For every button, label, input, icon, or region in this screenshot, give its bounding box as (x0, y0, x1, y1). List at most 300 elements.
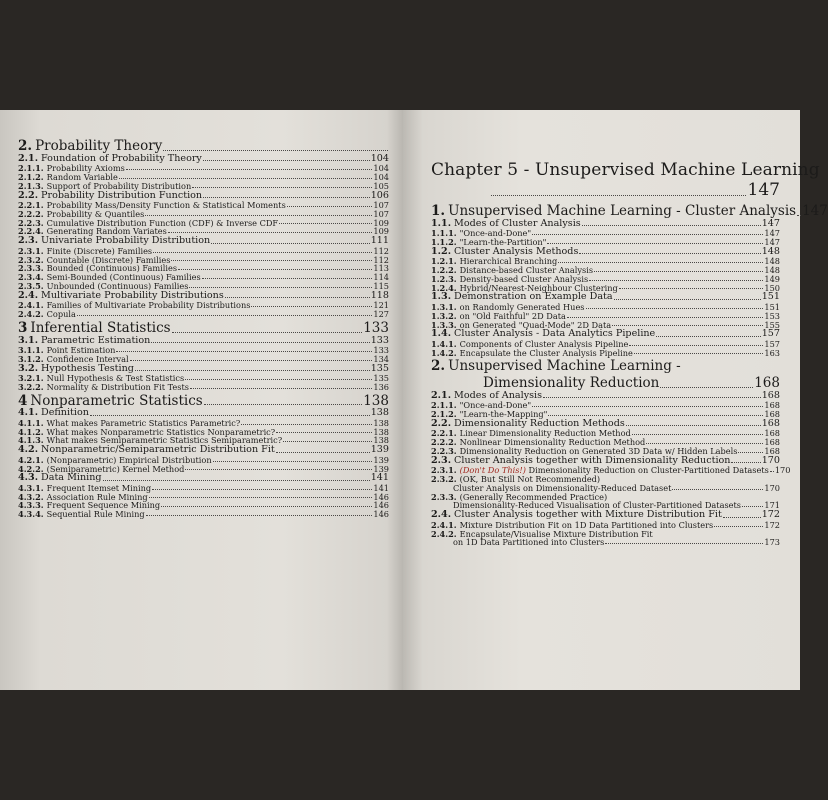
toc-entry-page: 138 (370, 407, 389, 419)
toc-entry-title: Inferential Statistics (30, 320, 171, 337)
toc-leader-dots (276, 432, 372, 433)
toc-entry-title: Semi-Bounded (Continuous) Families (46, 272, 201, 283)
toc-entry-page: 146 (373, 491, 389, 502)
toc-leader-dots (149, 497, 373, 498)
toc-entry-page: 170 (774, 465, 791, 475)
chapter-title: Chapter 5 - Unsupervised Machine Learning (431, 160, 820, 180)
toc-entry-title: Foundation of Probability Theory (41, 152, 202, 164)
toc-entry-title: What makes Semiparametric Statistics Semiparametric? (46, 435, 283, 446)
toc-entry-page: 147 (802, 203, 828, 219)
toc-leader-dots (626, 425, 761, 426)
toc-leader-dots (723, 517, 761, 518)
toc-entry-page: 107 (373, 199, 389, 210)
toc-entry-number: 2.3.5. (18, 281, 44, 292)
toc-entry-title: Normality & Distribution Fit Tests (46, 381, 189, 392)
toc-entry-number: 2.1. (431, 389, 452, 401)
toc-entry-number: 2.2.2. (18, 208, 44, 219)
toc-entry-number: 1.4.1. (431, 338, 457, 349)
toc-leader-dots (145, 215, 372, 216)
toc-entry-number: 2.2.2. (431, 436, 457, 447)
toc-leader-dots (738, 452, 763, 453)
toc-entry-title: Dimensionality Reduction Methods (454, 417, 625, 429)
right-page (403, 110, 828, 690)
toc-entry-title: on Generated "Quad-Mode" 2D Data (459, 319, 612, 330)
toc-leader-dots (634, 353, 764, 354)
toc-leader-dots (283, 441, 372, 442)
toc-entry-title: Hybrid/Nearest-Neighbour Clustering (459, 282, 618, 293)
toc-leader-dots (714, 526, 763, 527)
toc-entry-number: 3.2.1. (18, 373, 44, 384)
toc-leader-dots (547, 243, 763, 244)
toc-leader-dots (192, 187, 372, 188)
toc-entry-number: 2.1. (18, 152, 39, 164)
toc-leader-dots (614, 299, 761, 300)
toc-leader-dots (204, 404, 363, 405)
toc-leader-dots (660, 387, 753, 388)
toc-entry-number: 2.2.1. (18, 199, 44, 210)
toc-entry-number: 1.3. (431, 291, 452, 303)
chapter-leader-dots (491, 195, 746, 196)
toc-leader-dots (532, 406, 763, 407)
toc-entry-title: Probability Axioms (46, 162, 125, 173)
toc-entry-page: 141 (370, 472, 389, 484)
toc-entry-page: 153 (764, 310, 780, 321)
toc-entry-title: Probability Mass/Density Function & Statistical Moments (46, 199, 286, 210)
toc-entry-page: 157 (764, 338, 780, 349)
toc-entry-title: Finite (Discrete) Families (46, 245, 153, 256)
toc-entry-number: 2.2.4. (18, 226, 44, 237)
toc-entry-page: 168 (764, 428, 780, 439)
toc-entry-title: Point Estimation (46, 344, 116, 355)
toc-entry-number: 2.1.1. (431, 399, 457, 410)
toc-leader-dots (126, 169, 373, 170)
toc-entry-page: 112 (373, 254, 389, 265)
book-spread (0, 110, 828, 690)
toc-entry-title: Hierarchical Branching (459, 256, 558, 267)
toc-leader-dots (558, 262, 763, 263)
toc-leader-dots (579, 253, 760, 254)
toc-entry-number: 4.3. (18, 472, 39, 484)
toc-leader-dots (135, 370, 370, 371)
toc-entry-number: 1.2.3. (431, 273, 457, 284)
toc-entry-page: 149 (764, 273, 780, 284)
toc-entry-number: 2.3.1. (431, 465, 457, 475)
toc-entry-page: 172 (764, 519, 780, 530)
toc-entry-page: 168 (764, 436, 780, 447)
toc-entry-page: 104 (370, 152, 389, 164)
toc-leader-dots (161, 506, 372, 507)
toc-leader-dots (116, 351, 372, 352)
toc-leader-dots (130, 360, 373, 361)
toc-entry-page: 133 (370, 334, 389, 346)
toc-leader-dots (185, 379, 372, 380)
toc-entry-number: 2.2. (18, 189, 39, 201)
toc-entry-title: What makes Nonparametric Statistics Nonparametric? (46, 426, 276, 437)
toc-entry-title: Univariate Probability Distribution (41, 235, 211, 247)
toc-entry-title: Frequent Sequence Mining (46, 500, 161, 511)
toc-entry-page: 133 (363, 320, 389, 337)
toc-entry-number: 2.2. (431, 417, 452, 429)
toc-leader-dots (548, 415, 763, 416)
toc-entry-title: Dimensionality Reduction on Cluster-Partitioned Datasets (525, 465, 769, 475)
toc-entry-page: 151 (761, 291, 780, 303)
toc-entry-number: 1.4.2. (431, 347, 457, 358)
toc-entry-title: on Randomly Generated Hues (459, 301, 585, 312)
toc-entry-label (18, 321, 171, 336)
toc-entry-title: "Learn-the-Partition" (459, 236, 547, 247)
toc-leader-dots (178, 269, 372, 270)
toc-entry-number: 2.1.2. (431, 408, 457, 419)
toc-entry-title: Dimensionality Reduction (483, 375, 660, 392)
toc-entry-title: Nonlinear Dimensionality Reduction Method (459, 436, 646, 447)
toc-leader-dots (171, 260, 372, 261)
toc-entry-title: Sequential Rule Mining (46, 509, 145, 520)
toc-entry-page: 150 (764, 282, 780, 293)
toc-entry (431, 376, 780, 391)
toc-entry-page: 170 (764, 482, 780, 493)
toc-entry-title: Nonparametric Statistics (30, 392, 203, 409)
toc-entry-number: 2. (431, 358, 446, 375)
toc-entry-page: 139 (373, 463, 389, 474)
toc-leader-dots (632, 434, 764, 435)
toc-leader-dots (582, 225, 761, 226)
toc-leader-dots (119, 178, 372, 179)
toc-leader-dots (742, 506, 763, 507)
toc-leader-dots (646, 443, 763, 444)
toc-entry-title: Unsupervised Machine Learning - (448, 358, 681, 375)
toc-entry-page: 111 (370, 235, 389, 247)
toc-entry-number: 4.1.1. (18, 417, 44, 428)
toc-entry-number: 3.1. (18, 334, 39, 346)
toc-entry-label (18, 310, 76, 319)
toc-entry-number: 2.4. (431, 509, 452, 521)
toc-entry-page: 134 (373, 353, 389, 364)
toc-entry-title: "Learn-the-Mapping" (459, 408, 548, 419)
toc-entry-title: Random Variable (46, 171, 118, 182)
toc-entry-title: Probability & Quantiles (46, 208, 145, 219)
toc-entry-title: (Generally Recommended Practice) (459, 491, 608, 502)
toc-leader-dots (202, 278, 373, 279)
toc-entry-number: 2.1.2. (18, 171, 44, 182)
toc-entry-number: 2.3. (18, 235, 39, 247)
toc-entry-number: 2.1.1. (18, 162, 44, 173)
toc-entry-number: 1.3.1. (431, 301, 457, 312)
toc-entry-label (431, 349, 633, 358)
toc-entry-label (483, 376, 659, 391)
toc-entry-number: 4.3.3. (18, 500, 44, 511)
toc-entry-title: Cluster Analysis together with Mixture Distribution Fit (454, 509, 722, 521)
toc-entry-page: 155 (764, 319, 780, 330)
toc-entry-page: 147 (761, 217, 780, 229)
toc-entry-page: 168 (761, 417, 780, 429)
toc-entry-page: 138 (373, 426, 389, 437)
toc-entry-page: 147 (764, 236, 780, 247)
toc-entry-title: Encapsulate the Cluster Analysis Pipeline (459, 347, 633, 358)
toc-entry (431, 349, 780, 358)
toc-entry-page: 138 (373, 435, 389, 446)
toc-entry-number: 1.1.2. (431, 236, 457, 247)
toc-entry-number: 2.3.1. (18, 245, 44, 256)
toc-leader-dots (619, 288, 764, 289)
toc-entry-number: 4.3.4. (18, 509, 44, 520)
toc-entry-number: 1.1.1. (431, 227, 457, 238)
toc-leader-dots (672, 489, 763, 490)
toc-entry-number: 4.3.1. (18, 482, 44, 493)
toc-entry-number: 4.2.2. (18, 463, 44, 474)
toc-entry-title: Unbounded (Continuous) Families (46, 281, 189, 292)
toc-entry-page: 168 (764, 408, 780, 419)
toc-leader-dots (612, 325, 763, 326)
toc-entry-page: 173 (764, 537, 780, 548)
toc-leader-dots (770, 471, 774, 472)
toc-entry-page: 157 (761, 328, 780, 340)
toc-entry (18, 321, 389, 336)
toc-entry-page: 121 (373, 300, 389, 311)
toc-entry-label (431, 204, 796, 219)
toc-entry-title: Dimensionality Reduction on Generated 3D Data w/ Hidden Labels (459, 445, 738, 456)
toc-entry-number: 2.3.3. (18, 263, 44, 274)
toc-entry-title: Encapsulate/Visualise Mixture Distribution Fit (459, 528, 653, 539)
toc-entry-title: Modes of Analysis (454, 389, 543, 401)
toc-entry-title: Data Mining (41, 472, 102, 484)
toc-entry-page: 141 (373, 482, 389, 493)
toc-entry-number: 2.4.1. (431, 519, 457, 530)
toc-entry-number: 4.2.1. (18, 454, 44, 465)
toc-entry-page: 104 (373, 162, 389, 173)
toc-entry-title: "Once-and-Done" (459, 399, 532, 410)
toc-entry-number: 4.2. (18, 444, 39, 456)
toc-entry-number: 1.1. (431, 217, 452, 229)
toc-entry-page: 168 (761, 389, 780, 401)
toc-entry-label (18, 394, 203, 409)
toc-entry-page: 168 (754, 375, 780, 392)
toc-entry-number: 2.4.2. (431, 528, 457, 539)
chapter-page-row (431, 180, 780, 200)
toc-entry-number: 3 (18, 320, 28, 337)
toc-entry-title: Hypothesis Testing (41, 362, 134, 374)
toc-entry-label (18, 139, 162, 154)
toc-leader-dots (276, 452, 370, 453)
toc-entry-number: 1.2.2. (431, 264, 457, 275)
toc-entry-number: 4.1.3. (18, 435, 44, 446)
toc-entry-page: 163 (764, 347, 780, 358)
toc-entry-label (431, 359, 681, 374)
toc-entry (18, 383, 389, 392)
toc-leader-dots (103, 480, 370, 481)
toc-entry-title: Support of Probability Distribution (46, 180, 192, 191)
toc-entry-number: 1.3.2. (431, 310, 457, 321)
toc-entry-number: 1.2.1. (431, 256, 457, 267)
toc-entry-page: 139 (370, 444, 389, 456)
toc-entry-label (18, 383, 189, 392)
toc-entry-title: Cluster Analysis - Data Analytics Pipeline (454, 328, 656, 340)
toc-entry-page: 133 (373, 344, 389, 355)
toc-entry-page: 127 (373, 309, 389, 320)
toc-entry-title: What makes Parametric Statistics Parametric? (46, 417, 241, 428)
toc-leader-dots (163, 150, 388, 151)
toc-entry-number: 1.2. (431, 245, 452, 257)
toc-leader-dots (185, 469, 372, 470)
toc-leader-dots (543, 397, 761, 398)
toc-leader-dots (605, 543, 763, 544)
toc-entry-title: Countable (Discrete) Families (46, 254, 171, 265)
toc-entry-number: 2.3.3. (431, 491, 457, 502)
toc-entry-title: Families of Multivariate Probability Distributions (46, 300, 251, 311)
toc-entry-number: 3.1.1. (18, 344, 44, 355)
toc-entry (431, 203, 828, 219)
toc-leader-dots (241, 424, 372, 425)
toc-entry-title: Frequent Itemset Mining (46, 482, 152, 493)
toc-leader-dots (586, 308, 764, 309)
toc-entry (18, 310, 389, 319)
toc-entry-number: 2.3.2. (18, 254, 44, 265)
toc-leader-dots (656, 336, 760, 337)
toc-entry-number: 2.1.3. (18, 180, 44, 191)
toc-entry-title: Cluster Analysis on Dimensionality-Reduced Dataset (453, 482, 672, 493)
toc-entry-label (18, 510, 145, 519)
toc-entry-page: 135 (370, 362, 389, 374)
toc-leader-dots (279, 223, 372, 224)
toc-entry-page: 148 (764, 264, 780, 275)
toc-leader-dots (189, 287, 372, 288)
toc-entry-page: 114 (373, 272, 389, 283)
toc-entry-title: Nonparametric/Semiparametric Distribution Fit (41, 444, 275, 456)
toc-entry-title: (OK, But Still Not Recommended) (459, 473, 601, 484)
toc-leader-dots (90, 415, 370, 416)
toc-entry-title: (Semiparametric) Kernel Method (46, 463, 185, 474)
toc-leader-dots (594, 271, 763, 272)
toc-leader-dots (152, 489, 372, 490)
toc-entry-number: 2.3.4. (18, 272, 44, 283)
toc-entry-number: 1.3.3. (431, 319, 457, 330)
toc-entry-number: 2.2.1. (431, 428, 457, 439)
toc-entry-title: on 1D Data Partitioned into Clusters (453, 537, 605, 548)
toc-entry-title: "Once-and-Done" (459, 227, 532, 238)
toc-entry-number: 2. (18, 138, 33, 154)
toc-entry-warning: (Don't Do This!) (459, 465, 526, 475)
toc-entry-page: 151 (764, 301, 780, 312)
toc-entry-page: 172 (761, 509, 780, 521)
toc-entry-page: 170 (761, 454, 780, 466)
toc-leader-dots (589, 280, 763, 281)
toc-entry-title: Modes of Cluster Analysis (454, 217, 581, 229)
toc-entry-title: Unsupervised Machine Learning - Cluster Analysis (448, 203, 797, 219)
toc-leader-dots (146, 515, 373, 516)
toc-leader-dots (203, 197, 370, 198)
toc-entry-number: 2.4.1. (18, 300, 44, 311)
toc-entry-title: on "Old Faithful" 2D Data (459, 310, 566, 321)
toc-entry-number: 4.1.2. (18, 426, 44, 437)
toc-entry-page: 113 (373, 263, 389, 274)
toc-leader-dots (172, 332, 363, 333)
toc-entry-page: 109 (373, 217, 389, 228)
toc-entry (18, 139, 389, 154)
toc-entry-title: Density-based Cluster Analysis (459, 273, 589, 284)
toc-entry-title: Confidence Interval (46, 353, 129, 364)
toc-leader-dots (77, 315, 372, 316)
toc-entry-page: 146 (373, 509, 389, 520)
right-toc-list (431, 203, 828, 548)
chapter-page-number: 147 (747, 180, 780, 200)
toc-entry-title: (Nonparametric) Empirical Distribution (46, 454, 212, 465)
toc-entry-page: 136 (373, 381, 389, 392)
toc-entry-title: Cumulative Distribution Function (CDF) & Inverse CDF (46, 217, 279, 228)
toc-leader-dots (190, 388, 372, 389)
toc-entry-title: Association Rule Mining (46, 491, 148, 502)
toc-leader-dots (203, 160, 370, 161)
toc-entry (431, 359, 780, 374)
toc-entry-page: 171 (764, 500, 780, 511)
toc-entry-title: Components of Cluster Analysis Pipeline (459, 338, 629, 349)
toc-leader-dots (251, 306, 372, 307)
toc-entry-page: 105 (373, 180, 389, 191)
toc-entry-title: Multivariate Probability Distributions (41, 289, 224, 301)
toc-leader-dots (225, 297, 370, 298)
toc-entry-page: 106 (370, 189, 389, 201)
toc-entry-number: 1. (431, 203, 446, 219)
toc-entry-number: 4.3.2. (18, 491, 44, 502)
toc-entry-title: Probability Theory (35, 138, 163, 154)
toc-entry-page: 168 (764, 399, 780, 410)
toc-entry-page: 115 (373, 281, 389, 292)
toc-leader-dots (731, 462, 760, 463)
toc-leader-dots (287, 206, 373, 207)
toc-entry (18, 394, 389, 409)
toc-entry-number: 1.2.4. (431, 282, 457, 293)
toc-entry-title: Mixture Distribution Fit on 1D Data Partitioned into Clusters (459, 519, 714, 530)
toc-entry (18, 510, 389, 519)
toc-entry-page: 147 (764, 227, 780, 238)
toc-leader-dots (213, 461, 373, 462)
toc-entry-title: Linear Dimensionality Reduction Method (459, 428, 631, 439)
toc-entry-number: 2.2.3. (431, 445, 457, 456)
toc-leader-dots (168, 232, 373, 233)
toc-entry-title: Cluster Analysis together with Dimensionality Reduction (454, 454, 731, 466)
toc-entry-title: Cluster Analysis Methods (454, 245, 579, 257)
toc-entry-page: 146 (373, 500, 389, 511)
toc-entry-title: Null Hypothesis & Test Statistics (46, 373, 185, 384)
left-toc-list (18, 139, 389, 519)
toc-entry-number: 2.4. (18, 289, 39, 301)
toc-leader-dots (151, 342, 369, 343)
toc-entry-number: 2.3.2. (431, 473, 457, 484)
toc-entry-page: 139 (373, 454, 389, 465)
toc-leader-dots (153, 252, 372, 253)
toc-entry-title: Distance-based Cluster Analysis (459, 264, 594, 275)
toc-leader-dots (532, 234, 763, 235)
toc-entry-number: 2.2.3. (18, 217, 44, 228)
toc-entry-number: 4.1. (18, 407, 39, 419)
toc-entry-page: 104 (373, 171, 389, 182)
toc-leader-dots (797, 215, 801, 216)
toc-entry-page: 135 (373, 373, 389, 384)
toc-entry-title: Copula (46, 309, 76, 320)
toc-entry-title: Definition (41, 407, 89, 419)
toc-leader-dots (567, 317, 763, 318)
toc-leader-dots (629, 345, 763, 346)
toc-entry-title: Probability Distribution Function (41, 189, 203, 201)
toc-entry-page: 118 (370, 289, 389, 301)
toc-entry-page: 148 (761, 245, 780, 257)
toc-entry-number: 4 (18, 392, 28, 409)
left-page (0, 110, 403, 690)
toc-entry (431, 538, 780, 547)
toc-entry-title: Bounded (Continuous) Families (46, 263, 178, 274)
toc-entry-page: 138 (373, 417, 389, 428)
toc-entry-page: 107 (373, 208, 389, 219)
toc-entry-number: 3.2.2. (18, 381, 44, 392)
toc-entry-label (453, 538, 604, 547)
